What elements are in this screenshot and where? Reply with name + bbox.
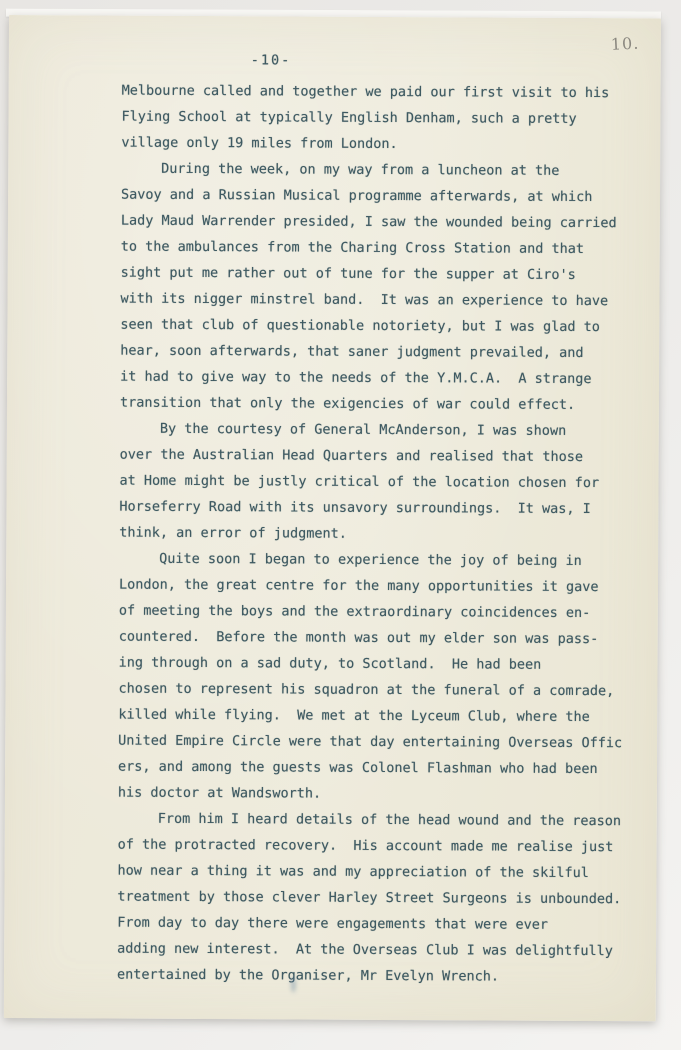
typed-line: Lady Maud Warrender presided, I saw the wounded being carried — [120, 212, 617, 232]
typed-line: over the Australian Head Quarters and realised that those — [119, 446, 584, 466]
typed-line: village only 19 miles from London. — [121, 134, 398, 153]
typed-line: During the week, on my way from a luncheon at the — [161, 160, 560, 179]
typed-line: Quite soon I began to experience the joy of being in — [159, 550, 582, 570]
typed-line: hear, soon afterwards, that saner judgment prevailed, and — [120, 342, 584, 362]
typed-text-body — [117, 78, 642, 991]
typed-line: think, an error of judgment. — [119, 524, 347, 542]
typed-line: Savoy and a Russian Musical programme afterwards, at which — [121, 186, 593, 206]
typed-line: to the ambulances from the Charing Cross Station and that — [120, 238, 585, 258]
typed-line: it had to give way to the needs of the Y.M.C.A. A strange — [120, 368, 592, 388]
typed-line: of meeting the boys and the extraordinary coincidences en- — [118, 602, 591, 622]
document-page — [4, 15, 661, 1021]
handwritten-page-number: 10. — [610, 33, 640, 54]
typed-line: countered. Before the month was out my elder son was pass- — [118, 628, 599, 648]
typed-page-number: -10- — [250, 52, 292, 69]
typed-line: at Home might be justly critical of the location chosen for — [119, 472, 600, 492]
typed-line: with its nigger minstrel band. It was an experience to have — [120, 290, 609, 310]
typed-line: Horseferry Road with its unsavory surroundings. It was, I — [119, 498, 591, 518]
typed-line: United Empire Circle were that day entertaining Overseas Offic — [118, 732, 623, 752]
typed-line: ers, and among the guests was Colonel Flashman who had been — [118, 758, 598, 778]
typed-line: From him I heard details of the head wound and the reason — [157, 810, 622, 830]
typed-line: his doctor at Wandsworth. — [117, 784, 322, 802]
typed-line: treatment by those clever Harley Street Surgeons is unbounded. — [117, 888, 622, 908]
typed-line: Flying School at typically English Denham, such a pretty — [121, 108, 577, 127]
typed-line: of the protracted recovery. His account made me realise just — [117, 836, 614, 856]
typed-line: seen that club of questionable notoriety, but I was glad to — [120, 316, 600, 336]
typed-line: how near a thing it was and my appreciation of the skilful — [117, 862, 589, 882]
typed-line: entertained by the Organiser, Mr Evelyn Wrench. — [116, 966, 500, 985]
typed-line: chosen to represent his squadron at the funeral of a comrade, — [118, 680, 615, 700]
typed-line: London, the great centre for the many opportunities it gave — [118, 576, 599, 596]
typed-line: killed while flying. We met at the Lyceum Club, where the — [118, 706, 590, 726]
ink-smudge — [291, 976, 296, 992]
typed-line: From day to day there were engagements that were ever — [117, 914, 549, 933]
typed-line: By the courtesy of General McAnderson, I was shown — [159, 420, 567, 439]
typed-line: Melbourne called and together we paid our first visit to his — [121, 82, 610, 102]
typed-line: ing through on a sad duty, to Scotland. He had been — [118, 654, 542, 673]
typed-line: sight put me rather out of tune for the supper at Ciro's — [120, 264, 576, 283]
typed-line: transition that only the exigencies of war could effect. — [119, 394, 576, 413]
typed-line: adding new interest. At the Overseas Club I was delightfully — [117, 940, 613, 960]
